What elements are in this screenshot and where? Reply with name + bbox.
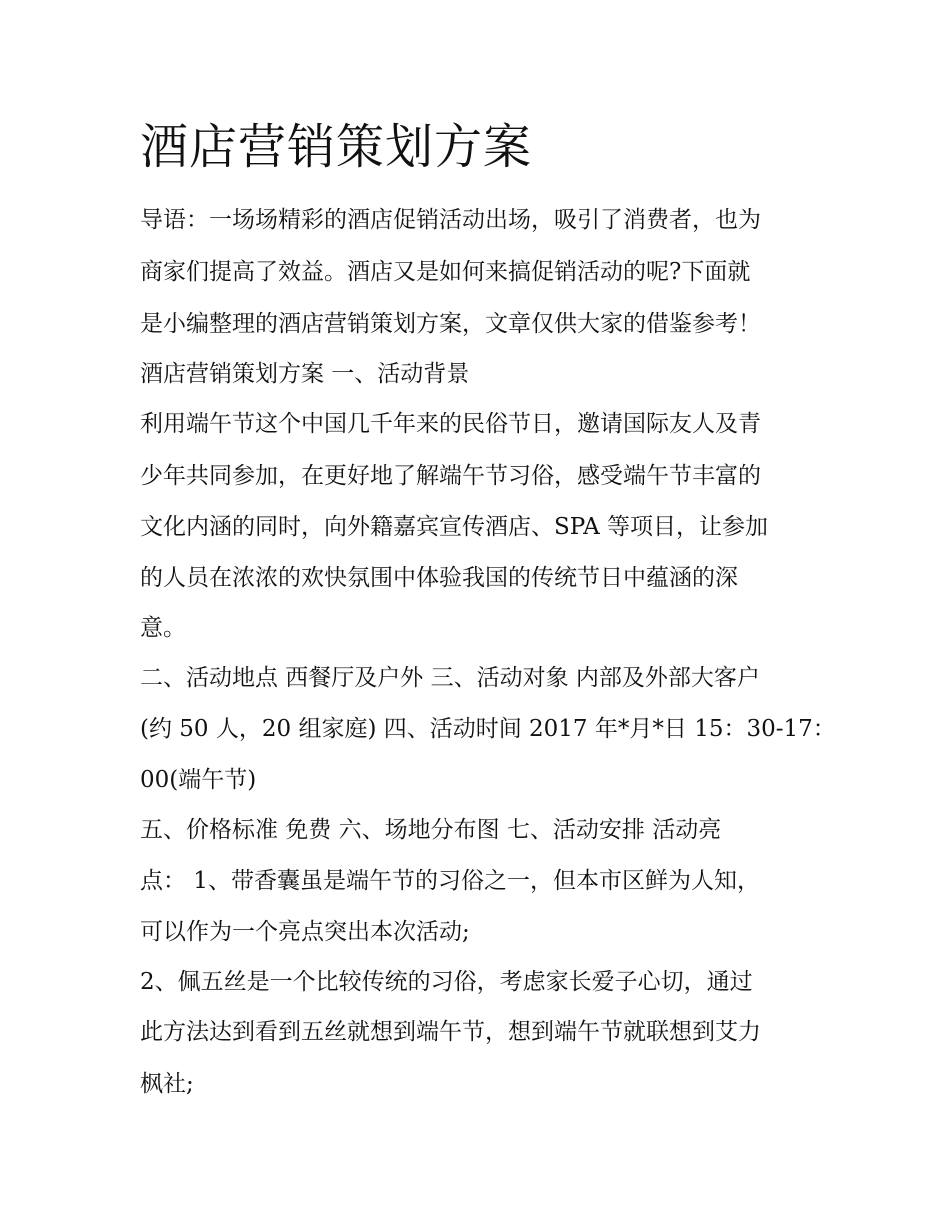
document-title: 酒店营销策划方案 [140, 119, 533, 175]
body-line-15: 可以作为一个亮点突出本次活动; [140, 919, 470, 945]
body-line-1: 导语：一场场精彩的酒店促销活动出场，吸引了消费者，也为 [140, 207, 761, 233]
body-line-7: 文化内涵的同时，向外籍嘉宾宣传酒店、SPA 等项目，让参加 [140, 514, 769, 540]
body-line-12: 00(端午节) [140, 767, 257, 793]
body-line-14: 点： 1、带香囊虽是端午节的习俗之一，但本市区鲜为人知， [140, 868, 760, 894]
body-line-10: 二、活动地点 西餐厅及户外 三、活动对象 内部及外部大客户 [140, 665, 760, 691]
body-line-5: 利用端午节这个中国几千年来的民俗节日，邀请国际友人及青 [140, 411, 761, 437]
body-line-16: 2、佩五丝是一个比较传统的习俗，考虑家长爱子心切，通过 [140, 969, 753, 995]
body-line-6: 少年共同参加，在更好地了解端午节习俗，感受端午节丰富的 [140, 463, 761, 489]
body-line-8: 的人员在浓浓的欢快氛围中体验我国的传统节日中蕴涵的深 [140, 565, 738, 591]
body-line-9: 意。 [140, 615, 186, 641]
body-line-3: 是小编整理的酒店营销策划方案，文章仅供大家的借鉴参考！ [140, 311, 761, 337]
body-line-13: 五、价格标准 免费 六、场地分布图 七、活动安排 活动亮 [140, 817, 722, 843]
body-line-17: 此方法达到看到五丝就想到端午节，想到端午节就联想到艾力 [140, 1019, 761, 1045]
body-line-11: (约 50 人，20 组家庭) 四、活动时间 2017 年*月*日 15：30-17： [140, 716, 836, 742]
body-line-2: 商家们提高了效益。酒店又是如何来搞促销活动的呢?下面就 [140, 259, 751, 285]
body-line-18: 枫社; [140, 1071, 194, 1097]
section-heading-background: 酒店营销策划方案 一、活动背景 [140, 361, 470, 387]
